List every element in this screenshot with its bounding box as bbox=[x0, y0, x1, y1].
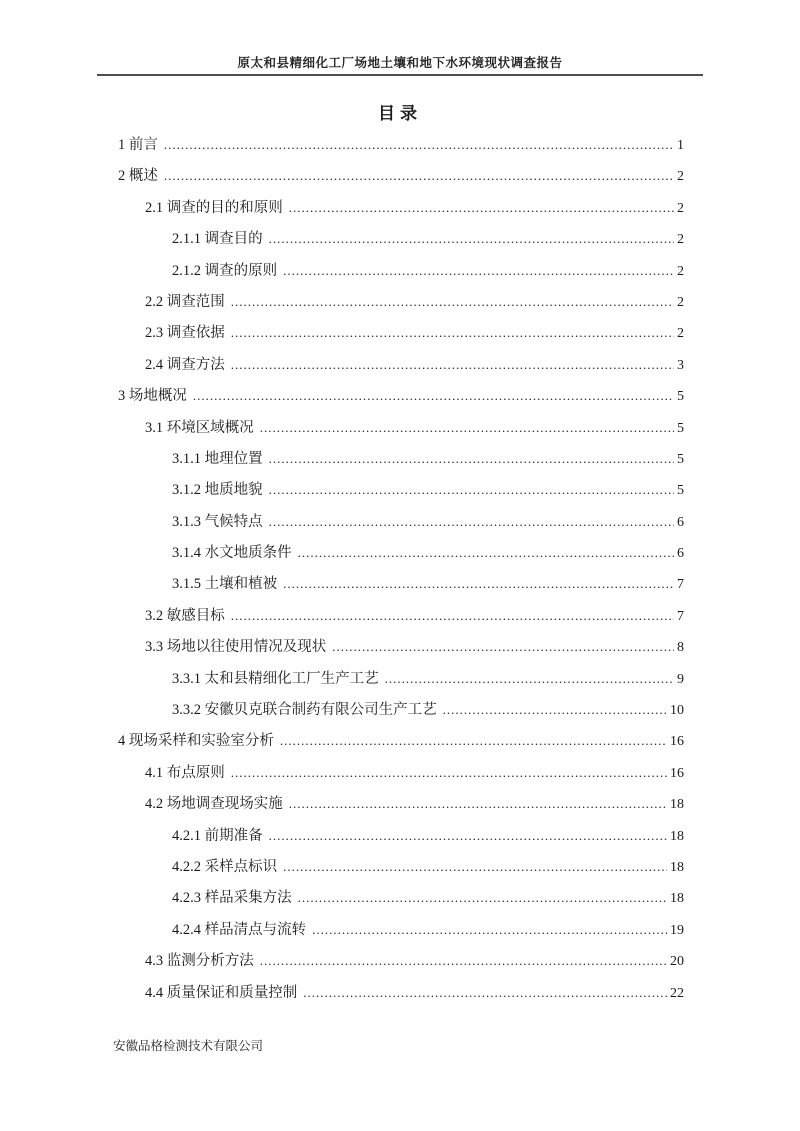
toc-leader-dots bbox=[269, 506, 674, 537]
toc-entry bbox=[100, 568, 684, 599]
toc-entry-label: 4.2.4 样品清点与流转 bbox=[172, 921, 307, 938]
toc-entry-page: 9 bbox=[677, 671, 684, 687]
toc-entry bbox=[100, 349, 684, 380]
toc-entry bbox=[100, 129, 684, 160]
toc-entry-page: 5 bbox=[677, 420, 684, 436]
toc-entry-label: 2.1.1 调查目的 bbox=[172, 231, 263, 248]
toc-leader-dots bbox=[193, 380, 674, 411]
toc-entry-label: 2.2 调查范围 bbox=[145, 293, 225, 310]
toc-leader-dots bbox=[298, 537, 674, 568]
toc-entry-page: 7 bbox=[677, 577, 684, 593]
toc-entry-label: 4.3 监测分析方法 bbox=[145, 953, 254, 970]
toc-leader-dots bbox=[312, 914, 667, 945]
toc-entry-page: 5 bbox=[677, 389, 684, 405]
toc-entry-label: 2.1 调查的目的和原则 bbox=[145, 199, 283, 216]
toc-leader-dots bbox=[260, 945, 667, 976]
toc-entry bbox=[100, 631, 684, 662]
toc-entry-label: 4.2.1 前期准备 bbox=[172, 827, 263, 844]
toc-entry-page: 20 bbox=[670, 954, 684, 970]
toc-entry-label: 3.1.5 土壤和植被 bbox=[172, 576, 278, 593]
toc-entry-page: 2 bbox=[677, 169, 684, 185]
toc-entry-label: 3.3.2 安徽贝克联合制药有限公司生产工艺 bbox=[172, 702, 437, 719]
toc-entry bbox=[100, 788, 684, 819]
toc-entry-label: 2.3 调查依据 bbox=[145, 325, 225, 342]
toc-entry bbox=[100, 474, 684, 505]
toc-entry-page: 18 bbox=[670, 828, 684, 844]
toc-entry-label: 3.1 环境区域概况 bbox=[145, 419, 254, 436]
toc-entry-label: 4.1 布点原则 bbox=[145, 764, 225, 781]
toc-leader-dots bbox=[283, 851, 667, 882]
toc-entry bbox=[100, 537, 684, 568]
toc-entry-page: 2 bbox=[677, 326, 684, 342]
toc-entry-page: 18 bbox=[670, 797, 684, 813]
toc-entry-page: 2 bbox=[677, 200, 684, 216]
header-divider bbox=[97, 74, 703, 76]
toc-entry-label: 3.1.3 气候特点 bbox=[172, 513, 263, 530]
toc-leader-dots bbox=[385, 663, 674, 694]
toc-entry bbox=[100, 882, 684, 913]
toc-entry bbox=[100, 851, 684, 882]
toc-entry-page: 2 bbox=[677, 232, 684, 248]
toc-leader-dots bbox=[231, 286, 674, 317]
toc-entry-page: 8 bbox=[677, 640, 684, 656]
toc-entry bbox=[100, 694, 684, 725]
toc-entry-page: 6 bbox=[677, 514, 684, 530]
toc-entry bbox=[100, 255, 684, 286]
toc-entry-page: 5 bbox=[677, 483, 684, 499]
toc-entry-label: 4 现场采样和实验室分析 bbox=[118, 733, 274, 750]
toc-entry bbox=[100, 317, 684, 348]
toc-leader-dots bbox=[269, 443, 674, 474]
toc-entry bbox=[100, 663, 684, 694]
toc-entry bbox=[100, 192, 684, 223]
toc-entry-page: 16 bbox=[670, 734, 684, 750]
toc-entry bbox=[100, 757, 684, 788]
toc-entry-page: 6 bbox=[677, 546, 684, 562]
toc-entry-label: 3.2 敏感目标 bbox=[145, 607, 225, 624]
toc-entry-page: 7 bbox=[677, 608, 684, 624]
toc-leader-dots bbox=[269, 474, 674, 505]
toc-leader-dots bbox=[260, 412, 674, 443]
toc-entry-label: 2.1.2 调查的原则 bbox=[172, 262, 278, 279]
toc-entry bbox=[100, 412, 684, 443]
toc-entry bbox=[100, 506, 684, 537]
toc-entry-label: 3 场地概况 bbox=[118, 388, 187, 405]
toc-leader-dots bbox=[269, 820, 667, 851]
toc-entry-page: 18 bbox=[670, 859, 684, 875]
running-header: 原太和县精细化工厂场地土壤和地下水环境现状调查报告 bbox=[237, 56, 563, 70]
toc-entry-label: 2 概述 bbox=[118, 168, 158, 185]
toc-entry-page: 2 bbox=[677, 294, 684, 310]
toc-entry-label: 1 前言 bbox=[118, 137, 158, 153]
toc-entry-label: 4.2 场地调查现场实施 bbox=[145, 796, 283, 813]
toc-entry bbox=[100, 977, 684, 1008]
toc-entry bbox=[100, 223, 684, 254]
toc-entry-label: 2.4 调查方法 bbox=[145, 356, 225, 373]
toc-leader-dots bbox=[231, 757, 667, 788]
toc-entry-label: 3.3.1 太和县精细化工厂生产工艺 bbox=[172, 670, 379, 687]
toc-entry-label: 3.1.1 地理位置 bbox=[172, 450, 263, 467]
toc-title: 目录 bbox=[378, 104, 422, 123]
toc-list bbox=[100, 129, 684, 1008]
toc-leader-dots bbox=[303, 977, 667, 1008]
toc-leader-dots bbox=[269, 223, 674, 254]
toc-entry-page: 3 bbox=[677, 357, 684, 373]
toc-entry-page: 22 bbox=[670, 985, 684, 1001]
toc-entry-label: 4.4 质量保证和质量控制 bbox=[145, 984, 298, 1001]
toc-entry-page: 10 bbox=[670, 703, 684, 719]
toc-leader-dots bbox=[280, 725, 667, 756]
toc-leader-dots bbox=[164, 160, 674, 191]
toc-entry-page: 18 bbox=[670, 891, 684, 907]
toc-entry-page: 2 bbox=[677, 263, 684, 279]
toc-leader-dots bbox=[283, 568, 674, 599]
toc-entry-label: 4.2.3 样品采集方法 bbox=[172, 890, 292, 907]
toc-entry-label: 3.3 场地以往使用情况及现状 bbox=[145, 639, 327, 656]
toc-leader-dots bbox=[298, 882, 667, 913]
toc-entry bbox=[100, 945, 684, 976]
toc-entry bbox=[100, 286, 684, 317]
toc-entry-page: 5 bbox=[677, 451, 684, 467]
toc-leader-dots bbox=[289, 788, 667, 819]
toc-entry bbox=[100, 380, 684, 411]
toc-leader-dots bbox=[332, 631, 674, 662]
toc-leader-dots bbox=[443, 694, 667, 725]
toc-entry-page: 1 bbox=[677, 138, 684, 153]
toc-entry-page: 16 bbox=[670, 765, 684, 781]
toc-entry-label: 3.1.2 地质地貌 bbox=[172, 482, 263, 499]
toc-entry bbox=[100, 600, 684, 631]
toc-entry-label: 4.2.2 采样点标识 bbox=[172, 858, 278, 875]
footer-company: 安徽品格检测技术有限公司 bbox=[113, 1039, 264, 1053]
toc-entry bbox=[100, 443, 684, 474]
toc-entry bbox=[100, 914, 684, 945]
toc-leader-dots bbox=[231, 349, 674, 380]
toc-entry bbox=[100, 160, 684, 191]
toc-leader-dots bbox=[231, 317, 674, 348]
toc-leader-dots bbox=[164, 129, 674, 160]
toc-leader-dots bbox=[283, 255, 674, 286]
toc-entry-label: 3.1.4 水文地质条件 bbox=[172, 545, 292, 562]
toc-entry bbox=[100, 725, 684, 756]
toc-leader-dots bbox=[231, 600, 674, 631]
toc-entry bbox=[100, 820, 684, 851]
toc-entry-page: 19 bbox=[670, 922, 684, 938]
toc-leader-dots bbox=[289, 192, 674, 223]
